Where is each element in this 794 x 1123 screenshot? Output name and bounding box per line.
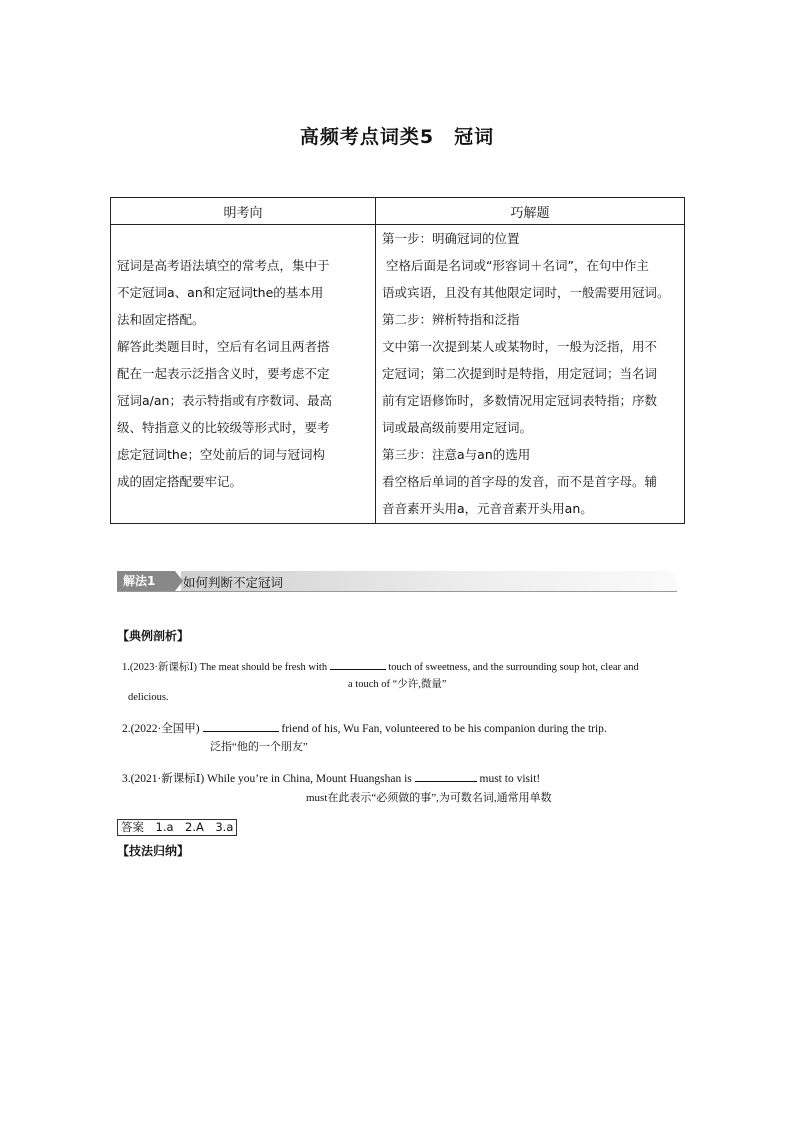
note-3: must在此表示“必须做的事”,为可数名词,通常用单数 (306, 792, 552, 804)
question-2-pre: 2.(2022·全国甲) (122, 723, 203, 735)
right-line: 语或宾语，且没有其他限定词时，一般需要用冠词。 (382, 285, 670, 300)
answer-box: 答案 1.a 2.A 3.a (117, 819, 237, 836)
note-2: 泛指“他的一个朋友” (210, 741, 308, 753)
right-line: 前有定语修饰时，多数情况用定冠词表特指；序数 (382, 393, 658, 408)
question-2 (122, 720, 607, 736)
question-2-post: friend of his, Wu Fan, volunteered to be his companion during the trip. (278, 723, 607, 735)
right-line: 第一步：明确冠词的位置 (382, 231, 520, 246)
question-1-post: touch of sweetness, and the surrounding soup hot, clear and (385, 662, 639, 673)
right-line: 第三步：注意a与an的选用 (382, 447, 531, 462)
right-line: 空格后面是名词或“形容词＋名词”，在句中作主 (382, 258, 649, 273)
banner-rule (117, 591, 677, 592)
banner-label: 如何判断不定冠词 (183, 575, 284, 590)
table-header-right: 巧解题 (376, 198, 685, 225)
question-1 (122, 659, 639, 674)
left-line: 冠词是高考语法填空的常考点，集中于 (117, 258, 330, 273)
section-heading-examples: 【典例剖析】 (117, 629, 190, 643)
table-cell-left (111, 225, 376, 524)
answer-blank-2 (203, 721, 279, 732)
question-3-post: must to visit! (476, 773, 541, 785)
question-1-continued: delicious. (128, 692, 169, 703)
table-header-left: 明考向 (111, 198, 376, 225)
left-line: 法和固定搭配。 (117, 312, 205, 327)
banner-tag: 解法1 (117, 571, 175, 591)
left-line: 不定冠词a、an和定冠词the的基本用 (117, 285, 324, 300)
method-banner (117, 571, 677, 593)
question-3-pre: 3.(2021·新课标Ⅰ) While you’re in China, Mount Huangshan is (122, 773, 415, 785)
right-line: 第二步：辨析特指和泛指 (382, 312, 520, 327)
answer-blank-3 (415, 771, 477, 782)
right-line: 音音素开头用a，元音音素开头用an。 (382, 501, 593, 516)
right-line: 文中第一次提到某人或某物时，一般为泛指，用不 (382, 339, 658, 354)
right-line: 看空格后单词的首字母的发音，而不是首字母。辅 (382, 474, 658, 489)
left-line: 级、特指意义的比较级等形式时，要考 (117, 420, 330, 435)
left-line: 冠词a/an；表示特指或有序数词、最高 (117, 393, 332, 408)
left-line: 成的固定搭配要牢记。 (117, 474, 243, 489)
left-line: 解答此类题目时，空后有名词且两者搭 (117, 339, 330, 354)
left-line: 配在一起表示泛指含义时，要考虑不定 (117, 366, 330, 381)
section-heading-summary: 【技法归纳】 (117, 844, 190, 858)
answer-blank-1 (330, 659, 386, 670)
question-1-pre: 1.(2023·新课标Ⅰ) The meat should be fresh with (122, 662, 330, 673)
page-title: 高频考点词类5 冠词 (299, 126, 495, 148)
table-cell-right (376, 225, 685, 524)
note-1: a touch of “少许,微量” (348, 679, 447, 690)
question-3 (122, 770, 540, 786)
right-line: 定冠词；第二次提到时是特指，用定冠词；当名词 (382, 366, 658, 381)
left-line: 虑定冠词the；空处前后的词与冠词构 (117, 447, 326, 462)
strategy-table (110, 197, 685, 524)
right-line: 词或最高级前要用定冠词。 (382, 420, 533, 435)
